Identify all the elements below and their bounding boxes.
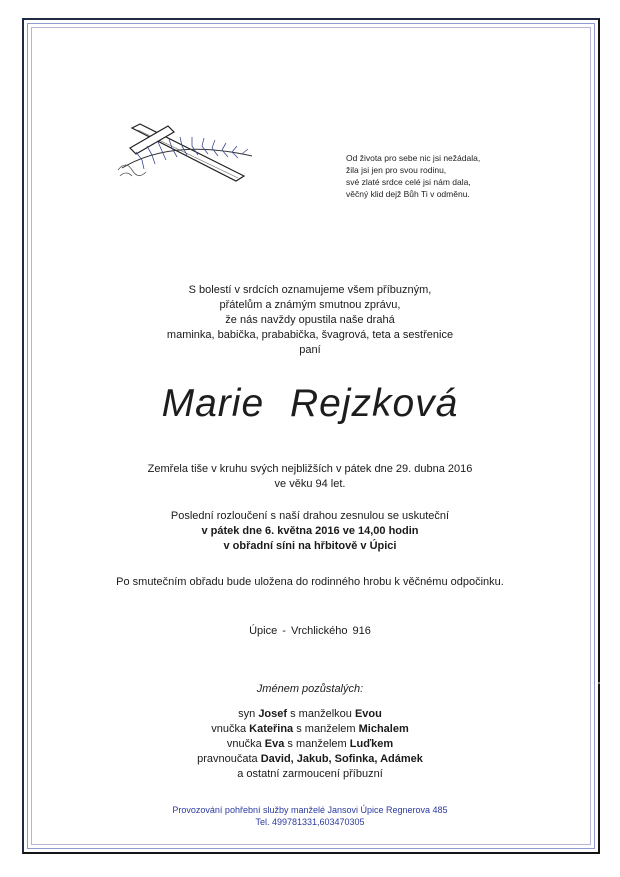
poem-line: své zlaté srdce celé jsi nám dala,	[346, 177, 471, 187]
mourners-list	[60, 707, 560, 782]
poem	[346, 152, 546, 200]
speck	[598, 682, 600, 684]
mourner-name: David, Jakub, Sofinka, Adámek	[260, 753, 423, 765]
mourner-name: Evou	[354, 708, 382, 720]
farewell-date-time: v pátek dne 6. května 2016 ve 14,00 hodin	[201, 525, 419, 537]
poem-line: věčný klid dejž Bůh Ti v odměnu.	[346, 189, 470, 199]
footer-company: Provozování pohřební služby manželé Jansovi Úpice Regnerova 485	[172, 805, 448, 815]
death-notice	[60, 462, 560, 492]
intro-line: S bolestí v srdcích oznamujeme všem příbuzným,	[188, 284, 432, 296]
funeral-service-footer	[60, 804, 560, 828]
farewell-line: Poslední rozloučení s naší drahou zesnulou se uskuteční	[170, 510, 450, 522]
mourner-row	[60, 752, 560, 767]
farewell-info	[60, 509, 560, 554]
address	[60, 624, 560, 639]
mourners-heading: Jménem pozůstalých:	[256, 683, 364, 695]
intro-line: paní	[299, 344, 321, 356]
relation: vnučka	[226, 738, 262, 750]
relation: s manželem	[287, 738, 347, 750]
mourner-name: Luďkem	[349, 738, 394, 750]
intro-line: že nás navždy opustila naše drahá	[225, 314, 395, 326]
relation: s manželkou	[290, 708, 352, 720]
intro-line: maminka, babička, prababička, švagrová, teta a sestřenice	[166, 329, 454, 341]
death-line: Zemřela tiše v kruhu svých nejbližších v pátek dne 29. dubna 2016	[147, 463, 473, 475]
poem-line: žila jsi jen pro svou rodinu,	[346, 165, 447, 175]
address-street: Vrchlického 916	[291, 625, 371, 637]
mourner-row: a ostatní zarmoucení příbuzní	[237, 768, 383, 780]
footer-phone: Tel. 499781331,603470305	[255, 817, 365, 827]
address-separator: -	[282, 625, 286, 637]
relation: vnučka	[211, 723, 247, 735]
death-age: ve věku 94 let.	[274, 478, 346, 490]
mourner-row	[60, 707, 560, 722]
relation: syn	[238, 708, 256, 720]
intro-line: přátelům a známým smutnou zprávu,	[219, 299, 401, 311]
mourner-name: Josef	[258, 708, 288, 720]
farewell-place: v obřadní síni na hřbitově v Úpici	[223, 540, 397, 552]
mourner-name: Michalem	[358, 723, 409, 735]
relation: pravnoučata	[197, 753, 258, 765]
mourner-name: Eva	[264, 738, 285, 750]
burial-note: Po smutečním obřadu bude uložena do rodinného hrobu k věčnému odpočinku.	[116, 576, 504, 588]
poem-line: Od života pro sebe nic jsi nežádala,	[346, 153, 481, 163]
deceased-name: Marie Rejzková	[161, 382, 459, 425]
relation: s manželem	[296, 723, 356, 735]
mourner-row	[60, 737, 560, 752]
announcement-intro	[60, 283, 560, 358]
mourner-row	[60, 722, 560, 737]
cross-with-palm-icon	[112, 118, 262, 190]
address-town: Úpice	[249, 625, 278, 637]
mourner-name: Kateřina	[249, 723, 294, 735]
